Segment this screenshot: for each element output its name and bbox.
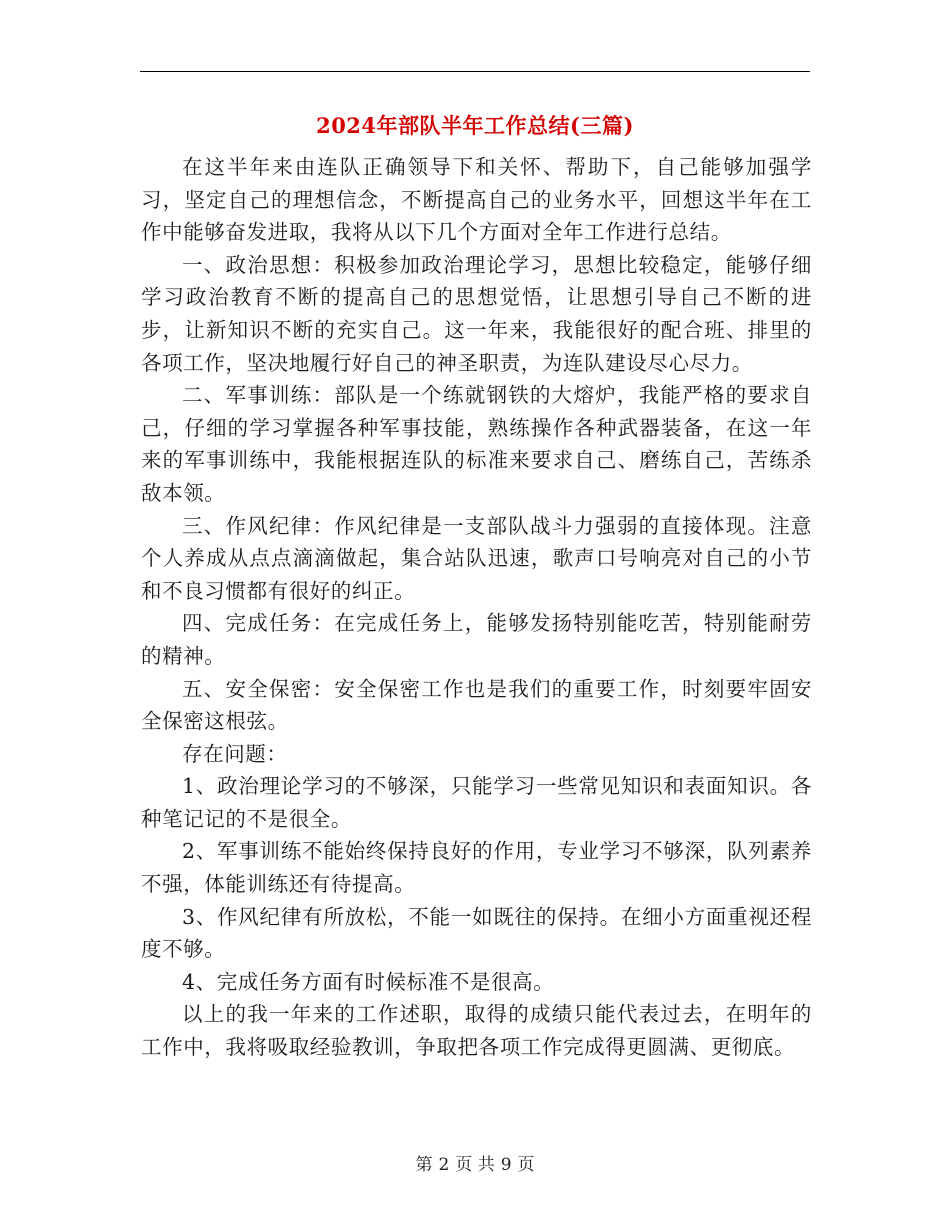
paragraph-problem-3: 3、作风纪律有所放松，不能一如既往的保持。在细小方面重视还程度不够。: [141, 904, 812, 962]
footer-middle: 页 共: [455, 1155, 495, 1175]
document-title: 2024年部队半年工作总结(三篇): [316, 113, 634, 138]
paragraph-discipline: 三、作风纪律：作风纪律是一支部队战斗力强弱的直接体现。注意个人养成从点点滴滴做起，集合站队迅速，歌声口号响亮对自己的小节和不良习惯都有很好的纠正。: [141, 513, 812, 603]
footer-current-page: 2: [438, 1155, 450, 1175]
paragraph-tasks: 四、完成任务：在完成任务上，能够发扬特别能吃苦，特别能耐劳的精神。: [141, 611, 812, 668]
paragraph-problem-2: 2、军事训练不能始终保持良好的作用，专业学习不够深，队列素养不强，体能训练还有待提高。: [141, 839, 812, 897]
document-body: [141, 151, 812, 1064]
paragraph-problem-4: 4、完成任务方面有时候标准不是很高。: [182, 969, 555, 994]
footer-suffix: 页: [517, 1155, 535, 1175]
header-rule: [140, 71, 810, 72]
paragraph-security: 五、安全保密：安全保密工作也是我们的重要工作，时刻要牢固安全保密这根弦。: [141, 676, 812, 734]
paragraph-conclusion: 以上的我一年来的工作述职，取得的成绩只能代表过去，在明年的工作中，我将吸取经验教训，争取把各项工作完成得更圆满、更彻底。: [141, 1002, 812, 1060]
paragraph-political: 一、政治思想：积极参加政治理论学习，思想比较稳定，能够仔细学习政治教育不断的提高自己的思想觉悟，让思想引导自己不断的进步，让新知识不断的充实自己。这一年来，我能很好的配合班、排里的各项工作，坚决地履行好自己的神圣职责，为连队建设尽心尽力。: [141, 252, 812, 375]
footer-total-pages: 9: [500, 1155, 512, 1175]
paragraph-problem-1: 1、政治理论学习的不够深，只能学习一些常见知识和表面知识。各种笔记记的不是很全。: [141, 774, 812, 831]
paragraph-problems-heading: 存在问题：: [182, 741, 288, 766]
paragraph-military-training: 二、军事训练：部队是一个练就钢铁的大熔炉，我能严格的要求自己，仔细的学习掌握各种军事技能，熟练操作各种武器装备，在这一年来的军事训练中，我能根据连队的标准来要求自己、磨练自己，苦练杀敌本领。: [141, 383, 812, 505]
footer-prefix: 第: [415, 1155, 433, 1175]
paragraph-intro: 在这半年来由连队正确领导下和关怀、帮助下，自己能够加强学习，坚定自己的理想信念，不断提高自己的业务水平，回想这半年在工作中能够奋发进取，我将从以下几个方面对全年工作进行总结。: [141, 155, 812, 245]
page-footer: [0, 1153, 950, 1177]
